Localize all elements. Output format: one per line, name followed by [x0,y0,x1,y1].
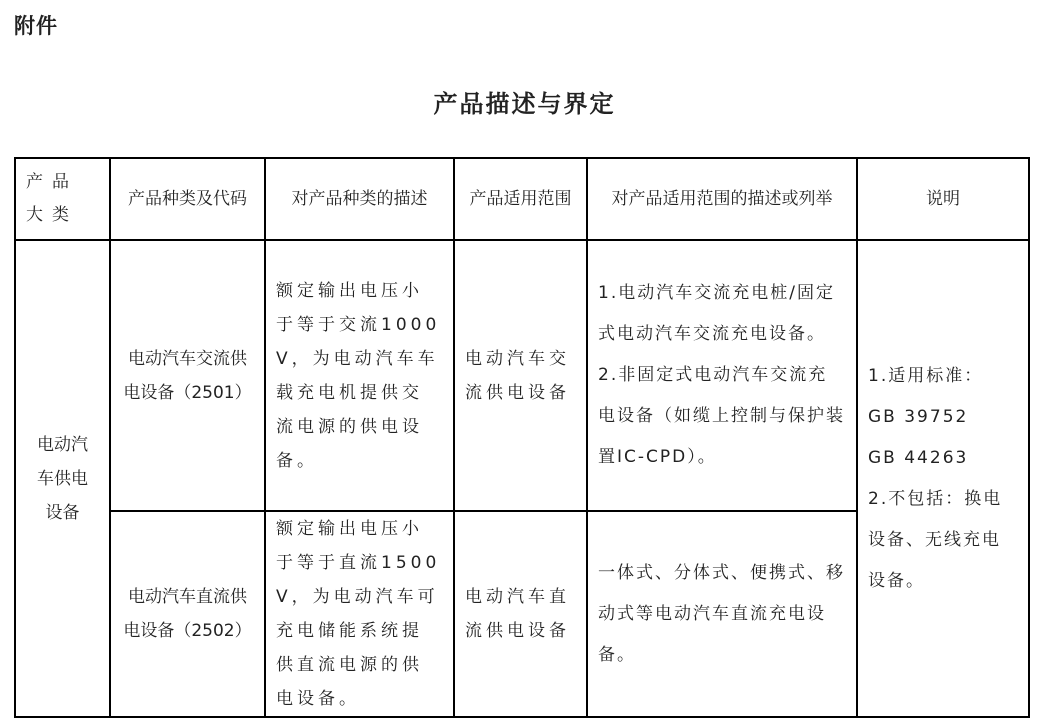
header-type-desc: 对产品种类的描述 [265,158,454,240]
table-header-row [15,158,1029,240]
scope-desc-cell [587,240,857,511]
type-desc-cell: 额定输出电压小于等于直流1500 V，为电动汽车可充电储能系统提供直流电源的供电设备。 [265,511,454,717]
header-notes: 说明 [857,158,1029,240]
header-type-code: 产品种类及代码 [110,158,265,240]
scope-desc-cell: 一体式、分体式、便携式、移动式等电动汽车直流充电设备。 [587,511,857,717]
notes-line: 1.适用标准： [868,365,984,386]
type-desc-cell: 额定输出电压小于等于交流1000 V，为电动汽车车载充电机提供交流电源的供电设备。 [265,240,454,511]
type-code-cell: 电动汽车直流供电设备（2502） [110,511,265,717]
scope-desc-item: 2.非固定式电动汽车交流充电设备（如缆上控制与保护装置IC-CPD）。 [598,365,845,467]
type-code-cell: 电动汽车交流供电设备（2501） [110,240,265,511]
scope-desc-item: 1.电动汽车交流充电桩/固定式电动汽车交流充电设备。 [598,283,835,344]
attachment-label: 附件 [14,14,58,38]
scope-cell: 电动汽车直流供电设备 [454,511,587,717]
header-scope: 产品适用范围 [454,158,587,240]
notes-line: GB 44263 [868,447,969,468]
notes-line: 2.不包括：换电设备、无线充电设备。 [868,488,1003,591]
notes-cell [857,240,1029,717]
header-category: 产品大类 [15,158,110,240]
notes-line: GB 39752 [868,406,969,427]
product-table [14,157,1030,718]
document-title: 产品描述与界定 [433,90,616,118]
category-cell: 电动汽车供电设备 [15,240,110,717]
table-row [15,240,1029,511]
scope-cell: 电动汽车交流供电设备 [454,240,587,511]
header-scope-desc: 对产品适用范围的描述或列举 [587,158,857,240]
